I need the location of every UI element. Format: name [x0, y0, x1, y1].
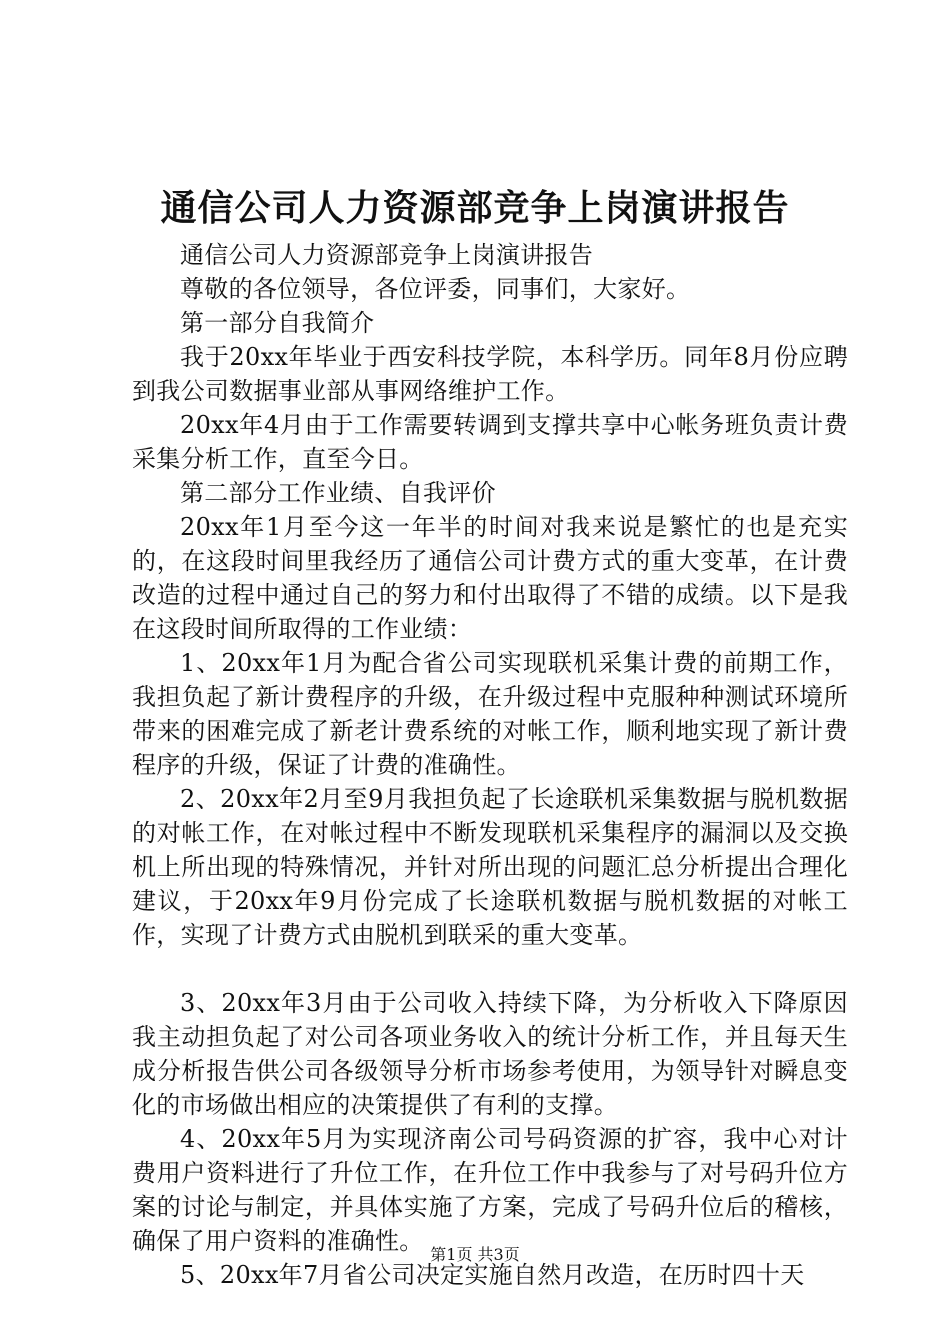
page-number-footer: 第1页 共3页 [430, 1245, 520, 1264]
section-heading-2: 第二部分工作业绩、自我评价 [180, 479, 496, 507]
paragraph-subtitle: 通信公司人力资源部竞争上岗演讲报告 [180, 241, 594, 269]
paragraph-summary: 20xx年1月至今这一年半的时间对我来说是繁忙的也是充实的，在这段时间里我经历了通信公司计费方式的重大变革，在计费改造的过程中通过自己的努力和付出取得了不错的成绩。以下是我在这段时间所取得的工作业绩： [132, 513, 848, 643]
paragraph-intro-1: 我于20xx年毕业于西安科技学院，本科学历。同年8月份应聘到我公司数据事业部从事网络维护工作。 [132, 343, 848, 405]
paragraph-item-2: 2、20xx年2月至9月我担负起了长途联机采集数据与脱机数据的对帐工作，在对帐过程中不断发现联机采集程序的漏洞以及交换机上所出现的特殊情况，并针对所出现的问题汇总分析提出合理化建议，于20xx年9月份完成了长途联机数据与脱机数据的对帐工作，实现了计费方式由脱机到联采的重大变革。 [132, 785, 848, 949]
paragraph-intro-2: 20xx年4月由于工作需要转调到支撑共享中心帐务班负责计费采集分析工作，直至今日。 [132, 411, 848, 473]
paragraph-item-4: 4、20xx年5月为实现济南公司号码资源的扩容，我中心对计费用户资料进行了升位工作，在升位工作中我参与了对号码升位方案的讨论与制定，并具体实施了方案，完成了号码升位后的稽核，确保了用户资料的准确性。 [132, 1125, 848, 1255]
paragraph-item-1: 1、20xx年1月为配合省公司实现联机采集计费的前期工作，我担负起了新计费程序的升级，在升级过程中克服种种测试环境所带来的困难完成了新老计费系统的对帐工作，顺利地实现了新计费程序的升级，保证了计费的准确性。 [132, 649, 848, 779]
paragraph-greeting: 尊敬的各位领导，各位评委，同事们，大家好。 [180, 275, 691, 303]
section-heading-1: 第一部分自我简介 [180, 309, 375, 337]
document-body [132, 238, 848, 1292]
document-title: 通信公司人力资源部竞争上岗演讲报告 [160, 187, 790, 229]
paragraph-item-5: 5、20xx年7月省公司决定实施自然月改造，在历时四十天 [180, 1261, 805, 1289]
paragraph-item-3: 3、20xx年3月由于公司收入持续下降，为分析收入下降原因我主动担负起了对公司各项业务收入的统计分析工作，并且每天生成分析报告供公司各级领导分析市场参考使用，为领导针对瞬息变化的市场做出相应的决策提供了有利的支撑。 [132, 989, 848, 1119]
